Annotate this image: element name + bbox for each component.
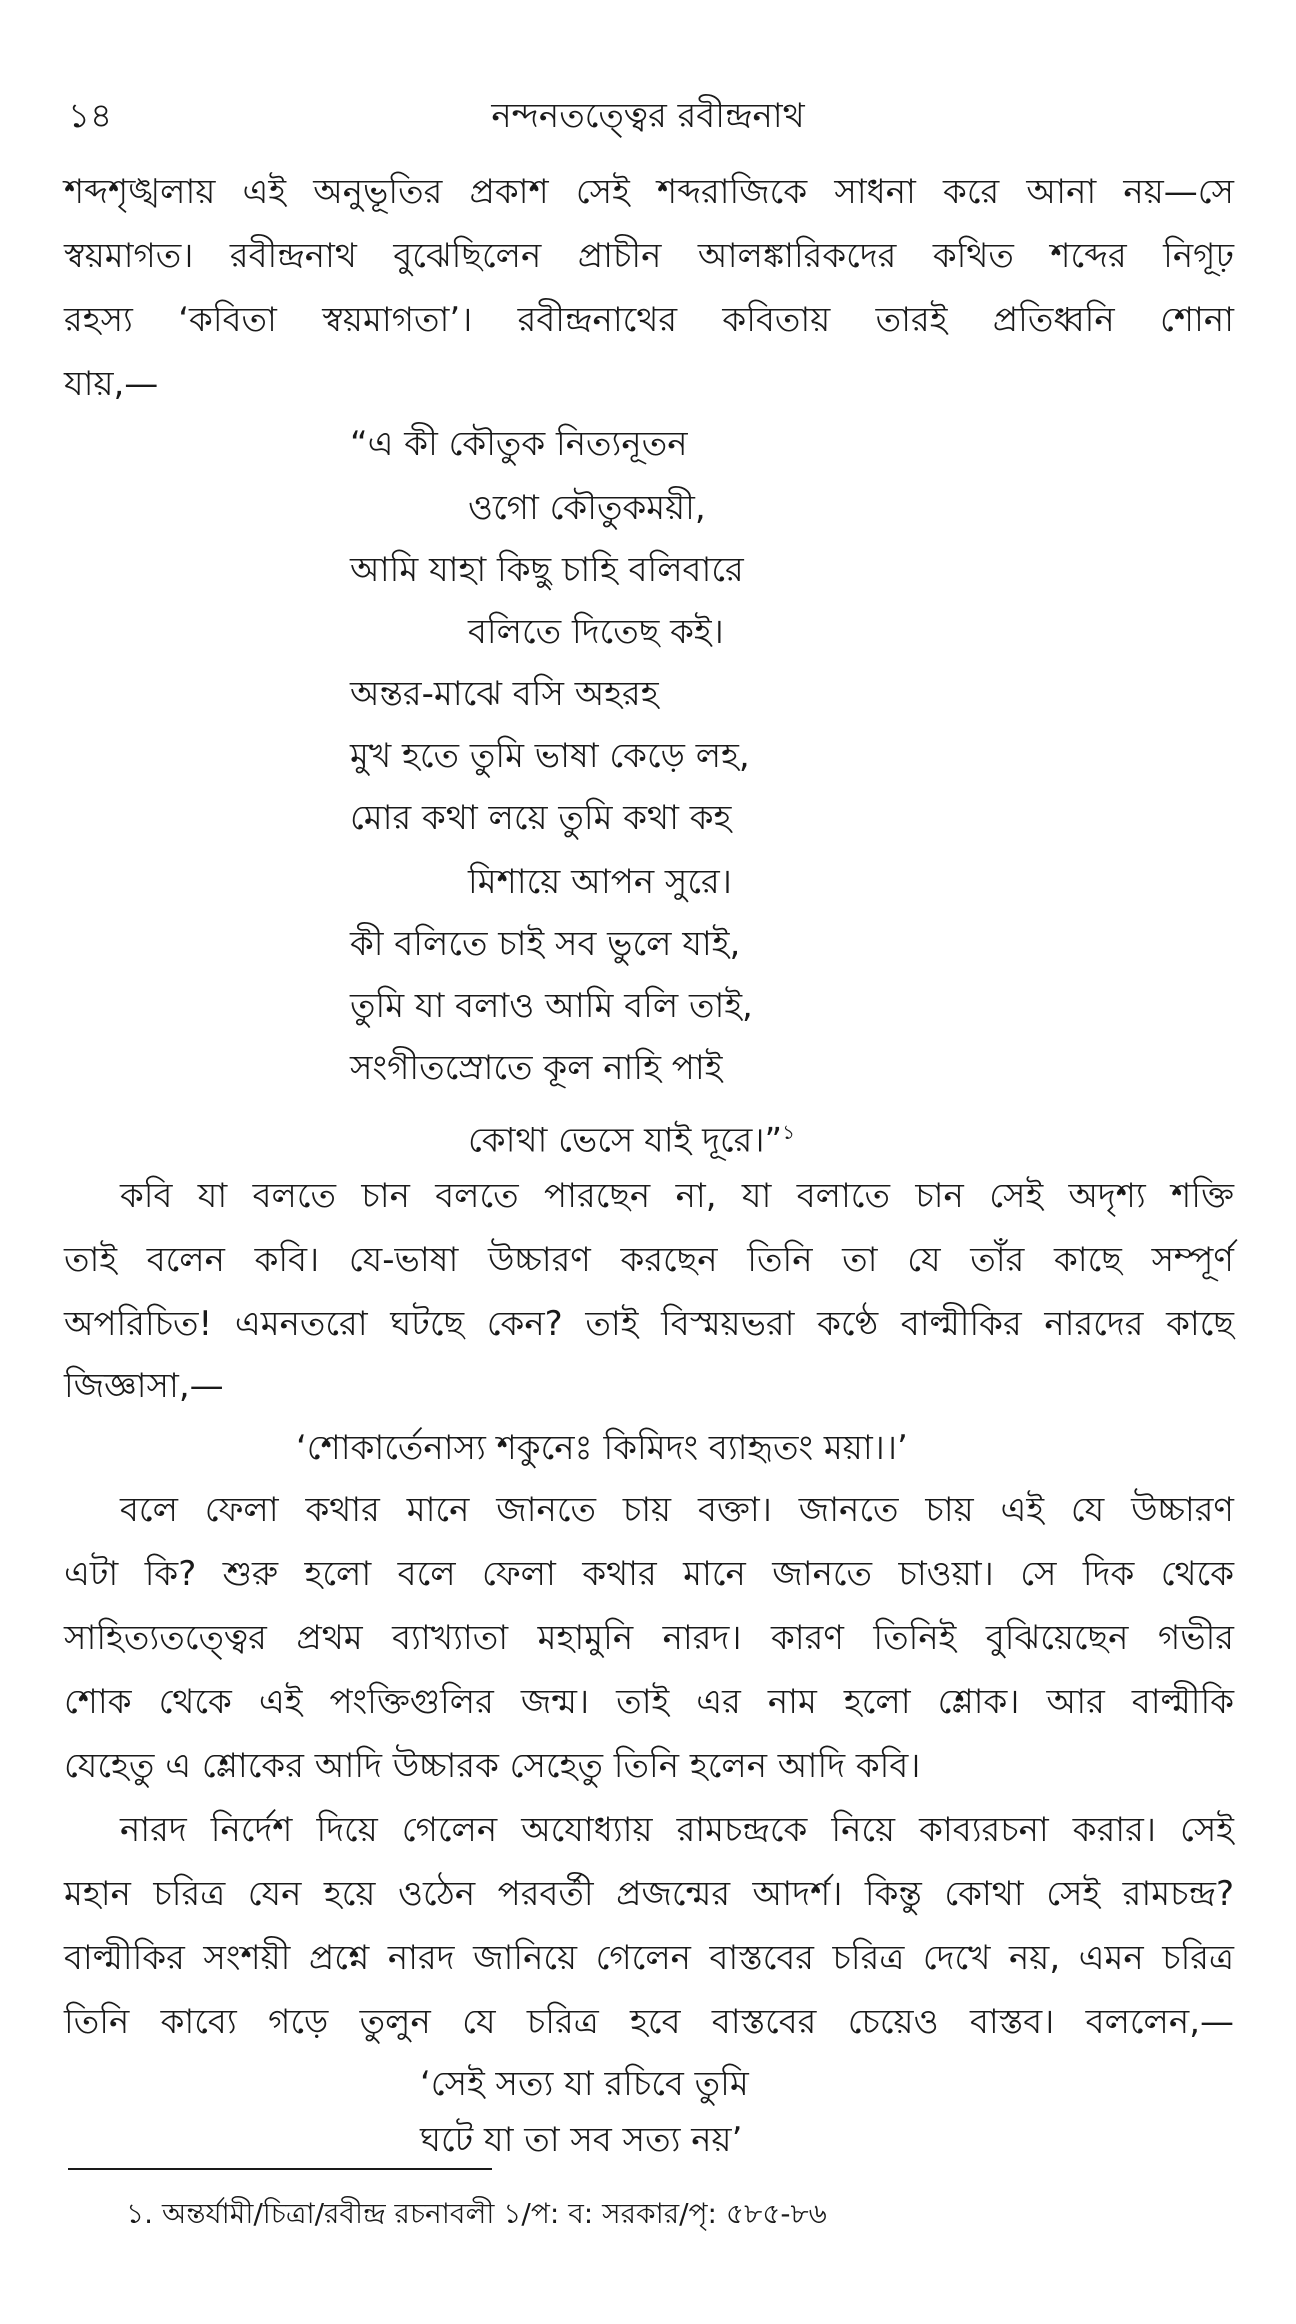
para2-line: জিজ্ঞাসা,— <box>64 1366 224 1406</box>
page-number: ১৪ <box>68 96 113 136</box>
sanskrit-quote: ‘শোকার্তেনাস্য শকুনেঃ কিমিদং ব্যাহৃতং ময়া।।’ <box>296 1428 908 1468</box>
para4-line: তিনি কাব্যে গড়ে তুলুন যে চরিত্র হবে বাস্তবের চেয়েও বাস্তব। বললেন,— <box>64 2002 1234 2042</box>
poem1-line: ওগো কৌতুকময়ী, <box>468 488 706 528</box>
para4-line: বাল্মীকির সংশয়ী প্রশ্নে নারদ জানিয়ে গেলেন বাস্তবের চরিত্র দেখে নয়, এমন চরিত্র <box>64 1938 1234 1978</box>
running-title: নন্দনতত্ত্বের রবীন্দ্রনাথ <box>491 96 805 136</box>
para2-line: তাই বলেন কবি। যে-ভাষা উচ্চারণ করছেন তিনি তা যে তাঁর কাছে সম্পূর্ণ <box>64 1240 1234 1280</box>
poem1-line: সংগীতস্রোতে কূল নাহি পাই <box>350 1048 723 1088</box>
poem1-line: অন্তর-মাঝে বসি অহরহ <box>350 674 659 714</box>
poem1-line: “এ কী কৌতুক নিত্যনূতন <box>350 424 688 464</box>
para3-line: সাহিত্যতত্ত্বের প্রথম ব্যাখ্যাতা মহামুনি নারদ। কারণ তিনিই বুঝিয়েছেন গভীর <box>64 1618 1234 1658</box>
para4-line: নারদ নির্দেশ দিয়ে গেলেন অযোধ্যায় রামচন্দ্রকে নিয়ে কাব্যরচনা করার। সেই <box>120 1810 1234 1850</box>
para1-line: স্বয়মাগত। রবীন্দ্রনাথ বুঝেছিলেন প্রাচীন আলঙ্কারিকদের কথিত শব্দের নিগূঢ় <box>64 236 1234 276</box>
para4-line: মহান চরিত্র যেন হয়ে ওঠেন পরবর্তী প্রজন্মের আদর্শ। কিন্তু কোথা সেই রামচন্দ্র? <box>64 1874 1234 1914</box>
poem1-line: মুখ হতে তুমি ভাষা কেড়ে লহ, <box>350 736 750 776</box>
para1-line: রহস্য ‘কবিতা স্বয়মাগতা’। রবীন্দ্রনাথের কবিতায় তারই প্রতিধ্বনি শোনা <box>64 300 1234 340</box>
footnote-divider <box>68 2168 492 2170</box>
para3-line: শোক থেকে এই পংক্তিগুলির জন্ম। তাই এর নাম হলো শ্লোক। আর বাল্মীকি <box>64 1682 1234 1722</box>
para3-line: এটা কি? শুরু হলো বলে ফেলা কথার মানে জানতে চাওয়া। সে দিক থেকে <box>64 1554 1234 1594</box>
para2-line: অপরিচিত! এমনতরো ঘটছে কেন? তাই বিস্ময়ভরা কণ্ঠে বাল্মীকির নারদের কাছে <box>64 1304 1234 1344</box>
para2-line: কবি যা বলতে চান বলতে পারছেন না, যা বলাতে চান সেই অদৃশ্য শক্তি <box>120 1176 1234 1216</box>
poem1-line: মিশায়ে আপন সুরে। <box>468 862 732 902</box>
footnote: ১. অন্তর্যামী/চিত্রা/রবীন্দ্র রচনাবলী ১/প: ব: সরকার/পৃ: ৫৮৫-৮৬ <box>126 2197 827 2230</box>
poem2-line: ঘটে যা তা সব সত্য নয়’ <box>420 2120 743 2160</box>
poem1-line: তুমি যা বলাও আমি বলি তাই, <box>350 986 753 1026</box>
poem1-last-text: কোথা ভেসে যাই দূরে।” <box>468 1120 783 1161</box>
poem1-line: আমি যাহা কিছু চাহি বলিবারে <box>350 550 744 590</box>
poem1-line: মোর কথা লয়ে তুমি কথা কহ <box>350 798 732 838</box>
para1-line: যায়,— <box>64 364 159 404</box>
para3-line: যেহেতু এ শ্লোকের আদি উচ্চারক সেহেতু তিনি হলেন আদি কবি। <box>64 1746 921 1786</box>
para3-line: বলে ফেলা কথার মানে জানতে চায় বক্তা। জানতে চায় এই যে উচ্চারণ <box>120 1490 1234 1530</box>
poem1-line: কী বলিতে চাই সব ভুলে যাই, <box>350 924 741 964</box>
footnote-reference: ১ <box>782 1120 796 1144</box>
poem1-line <box>468 1112 795 1160</box>
poem1-line: বলিতে দিতেছ কই। <box>468 612 724 652</box>
poem2-line: ‘সেই সত্য যা রচিবে তুমি <box>420 2064 749 2104</box>
para1-line: শব্দশৃঙ্খলায় এই অনুভূতির প্রকাশ সেই শব্দরাজিকে সাধনা করে আনা নয়—সে <box>64 172 1234 212</box>
